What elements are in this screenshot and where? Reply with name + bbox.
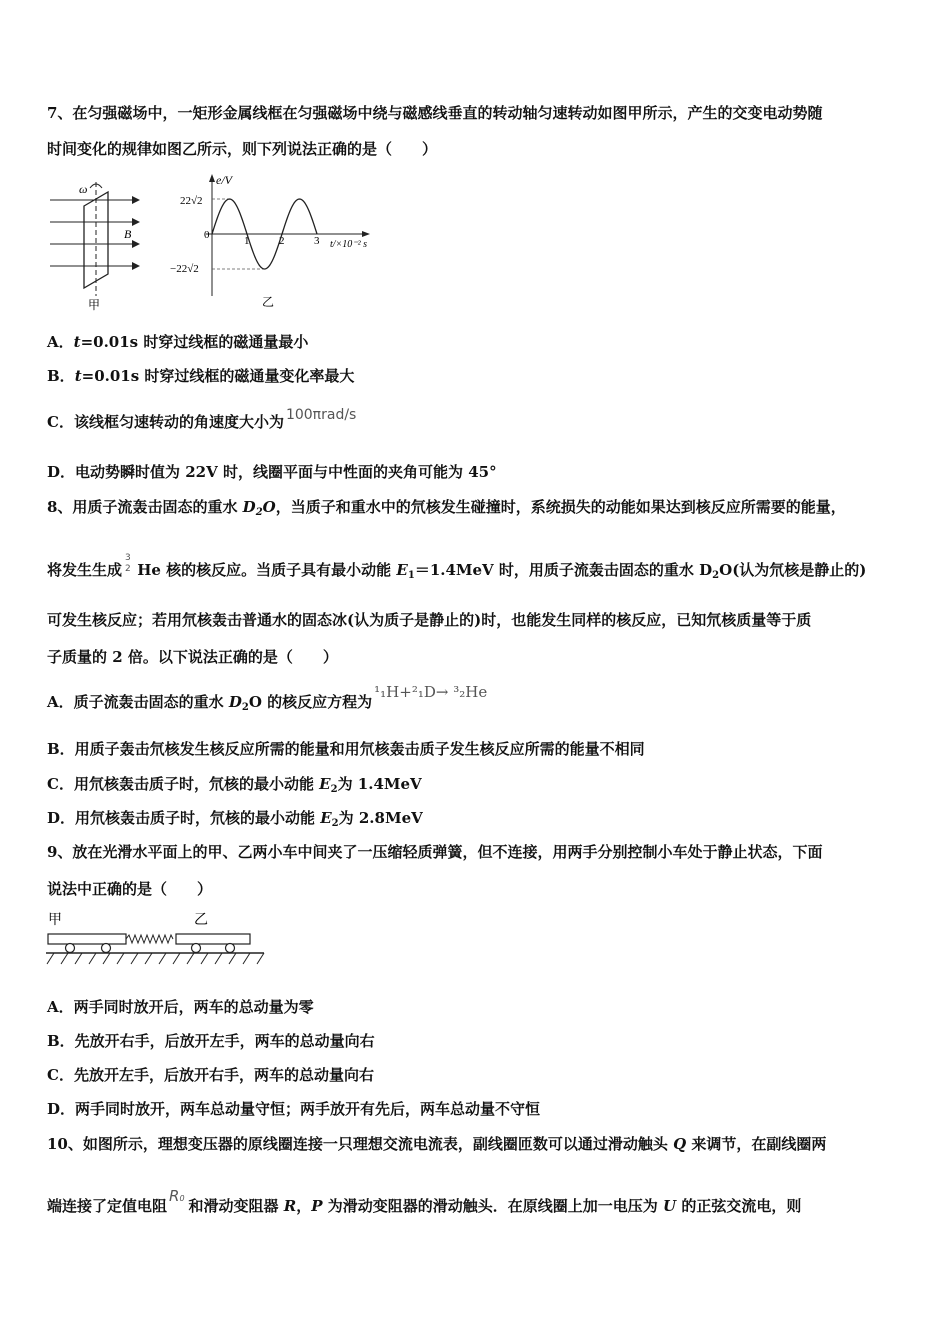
y-axis-label: e/V	[216, 173, 232, 187]
q7-omega-label: ω	[79, 182, 88, 196]
q8-stem-line2: 将发生生成 3 2 He 核的核反应。当质子具有最小动能 $E_1=1.4MeV$ 时，用质子流轰击固态的重水 $D_2O$(认为氘核是静止的)	[47, 553, 867, 581]
q9-option-d[interactable]: D．两手同时放开，两车总动量守恒；两手放开有先后，两车总动量不守恒	[47, 1100, 541, 1118]
q8-option-d[interactable]: D．用氘核轰击质子时，氘核的最小动能 $E_2$为 2.8MeV	[47, 809, 423, 829]
q10-stem-line1: 10、如图所示，理想变压器的原线圈连接一只理想交流电流表，副线圈匝数可以通过滑动触头 Q 来调节，在副线圈两	[47, 1135, 827, 1153]
r0-symbol: R0	[169, 1187, 185, 1205]
q8-stem-line3: 可发生核反应；若用氘核轰击普通水的固态冰(认为质子是静止的)时，也能发生同样的核反应，已知氘核质量等于质	[47, 611, 812, 629]
q7-option-c[interactable]: C．该线框匀速转动的角速度大小为 100πrad/s	[47, 407, 357, 431]
x-axis-label: t/×10⁻² s	[330, 239, 367, 250]
x-tick-3: 3	[314, 235, 320, 247]
q9-option-b[interactable]: B．先放开右手，后放开左手，两车的总动量向右	[47, 1032, 375, 1050]
origin-label: 0	[204, 229, 210, 241]
q7-jia-caption: 甲	[88, 298, 101, 312]
cart-yi	[176, 934, 250, 944]
q8-stem-line1: 8、用质子流轰击固态的重水 $D_2O$，当质子和重水中的氘核发生碰撞时，系统损失的动能如果达到核反应所需要的能量，	[47, 498, 846, 518]
q9-stem-line2: 说法中正确的是（ ）	[47, 880, 213, 898]
q7-B-label: B	[124, 227, 132, 241]
q7-option-a[interactable]: A．t=0.01s 时穿过线框的磁通量最小	[47, 333, 309, 351]
q9-option-c[interactable]: C．先放开左手，后放开右手，两车的总动量向右	[47, 1066, 374, 1084]
q7-stem-line2: 时间变化的规律如图乙所示，则下列说法正确的是（ ）	[47, 140, 438, 158]
q7-figure-jia	[46, 176, 146, 314]
q9-stem-line1: 9、放在光滑水平面上的甲、乙两小车中间夹了一压缩轻质弹簧，但不连接，用两手分别控制小车处于静止状态，下面	[47, 843, 823, 861]
q7-figure-yi	[166, 172, 386, 314]
y-min-label: −22√2	[170, 263, 199, 275]
cart-jia-label: 甲	[48, 913, 62, 928]
q7-option-b[interactable]: B．t=0.01s 时穿过线框的磁通量变化率最大	[47, 367, 355, 385]
angular-velocity-formula: 100πrad/s	[285, 407, 357, 423]
emf-chart	[170, 173, 370, 296]
q8-option-a[interactable]: A．质子流轰击固态的重水 $D_2O$ 的核反应方程为¹₁H+²₁D→ ³₂He	[47, 683, 488, 713]
compressed-spring	[126, 935, 173, 943]
q8-option-b[interactable]: B．用质子轰击氘核发生核反应所需的能量和用氘核轰击质子发生核反应所需的能量不相同	[47, 740, 645, 758]
x-tick-2: 2	[279, 235, 285, 247]
q10-stem-line2: 端连接了定值电阻R0 和滑动变阻器 R，P 为滑动变阻器的滑动触头．在原线圈上加一电压为 U 的正弦交流电，则	[47, 1187, 802, 1215]
q7-option-d[interactable]: D．电动势瞬时值为 22V 时，线圈平面与中性面的夹角可能为 45°	[47, 463, 497, 481]
y-max-label: 22√2	[180, 195, 203, 207]
he-nuclide-indices: 3 2	[125, 553, 131, 574]
cart-yi-label: 乙	[194, 913, 208, 928]
q9-option-a[interactable]: A．两手同时放开后，两车的总动量为零	[47, 998, 314, 1016]
q8-option-c[interactable]: C．用氘核轰击质子时，氘核的最小动能 $E_2$为 1.4MeV	[47, 775, 422, 795]
q7-yi-caption: 乙	[262, 295, 275, 309]
nuclear-reaction-formula: ¹₁H+²₁D→ ³₂He	[374, 683, 488, 701]
q8-stem-line4: 子质量的 2 倍。以下说法正确的是（ ）	[47, 648, 338, 666]
cart-jia	[48, 934, 126, 944]
q7-stem-line1: 7、在匀强磁场中，一矩形金属线框在匀强磁场中绕与磁感线垂直的转动轴匀速转动如图甲所示，产生的交变电动势随	[47, 104, 823, 122]
x-tick-1: 1	[244, 235, 250, 247]
q9-carts-figure	[44, 908, 268, 970]
